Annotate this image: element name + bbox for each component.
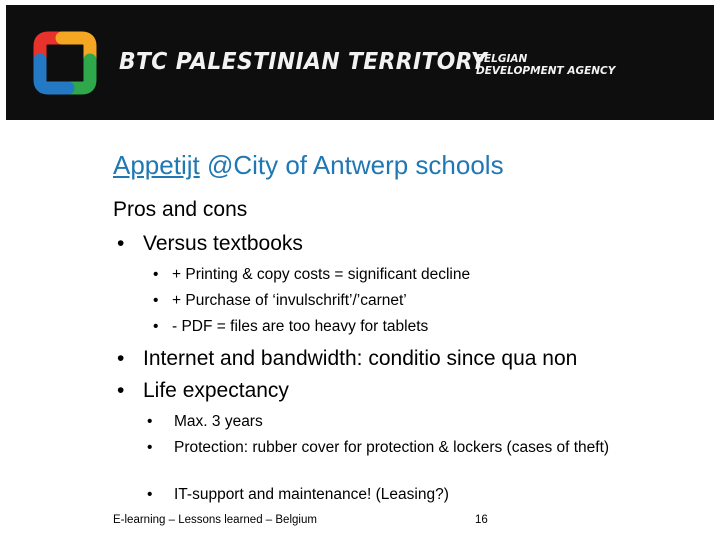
brand-title: BTC PALESTINIAN TERRITORY xyxy=(119,47,488,75)
bullet-text: Max. 3 years xyxy=(174,413,263,430)
bullet-icon: • xyxy=(153,266,159,283)
bullet-text: Versus textbooks xyxy=(143,232,303,255)
bullet-icon: • xyxy=(117,232,125,255)
appetijt-link[interactable]: Appetijt xyxy=(113,150,200,180)
agency-name xyxy=(476,53,615,77)
bullet-icon: • xyxy=(147,439,153,456)
slide-title xyxy=(113,150,504,181)
bullet-icon: • xyxy=(147,486,153,503)
bullet-icon: • xyxy=(147,413,153,430)
bullet-icon: • xyxy=(117,347,125,370)
bullet-icon: • xyxy=(153,318,159,335)
bullet-icon: • xyxy=(117,379,125,402)
header-banner xyxy=(6,5,714,120)
agency-line-1: BELGIAN xyxy=(476,53,528,65)
title-rest: @City of Antwerp schools xyxy=(199,150,504,180)
bullet-text: IT-support and maintenance! (Leasing?) xyxy=(174,486,449,503)
pros-cons-heading: Pros and cons xyxy=(113,198,248,221)
bullet-text: Life expectancy xyxy=(143,379,289,402)
page-number: 16 xyxy=(475,514,488,526)
bullet-text: + Printing & copy costs = significant decline xyxy=(172,266,471,283)
footer-text: E-learning – Lessons learned – Belgium xyxy=(113,514,317,526)
bullet-text: Protection: rubber cover for protection & lockers (cases of theft) xyxy=(174,439,610,456)
bullet-text: + Purchase of ‘invulschrift’/’carnet’ xyxy=(172,292,407,309)
bullet-text: Internet and bandwidth: conditio since qua non xyxy=(143,347,578,370)
bullet-text: - PDF = files are too heavy for tablets xyxy=(172,318,429,335)
btc-logo-icon xyxy=(24,22,106,104)
agency-line-2: DEVELOPMENT AGENCY xyxy=(476,65,616,77)
bullet-icon: • xyxy=(153,292,159,309)
